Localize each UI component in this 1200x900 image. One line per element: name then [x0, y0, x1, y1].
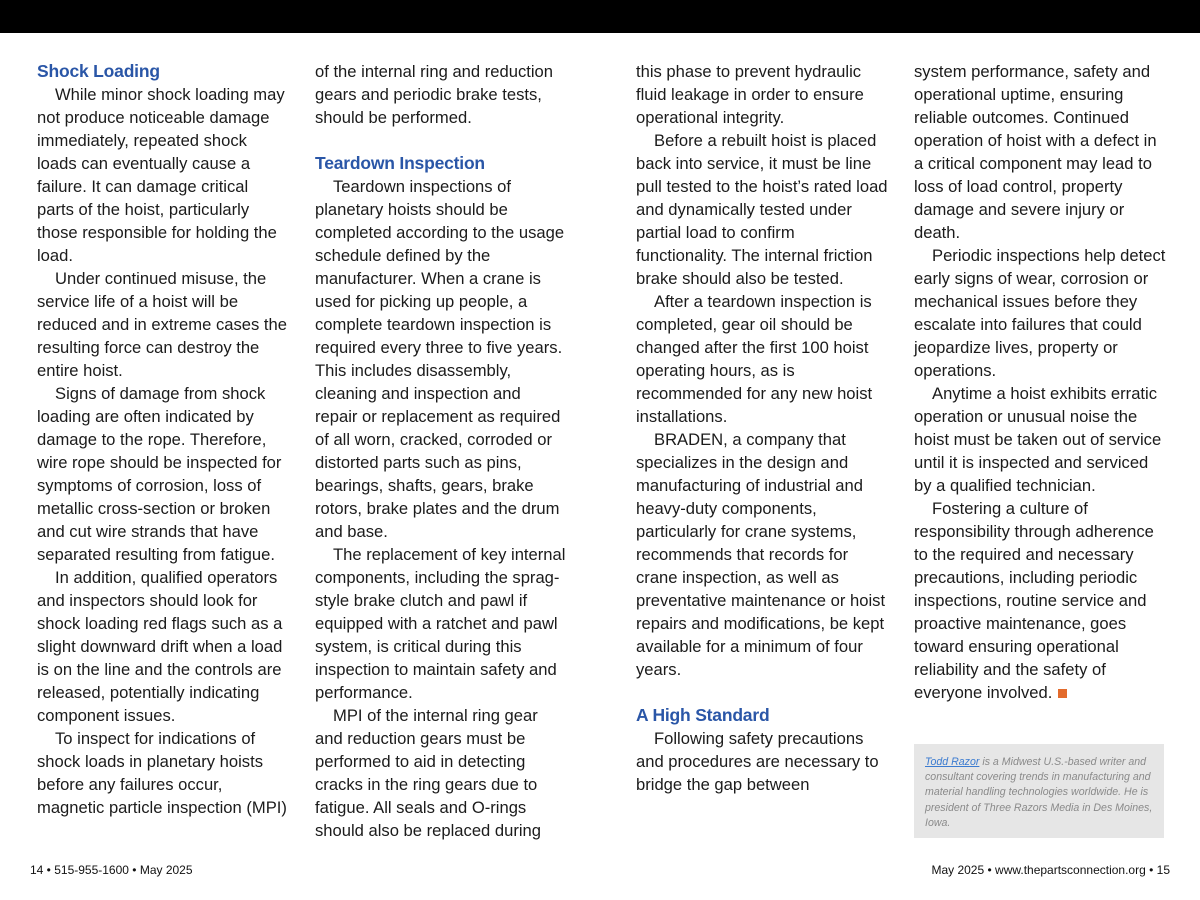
article-column-2 [315, 60, 567, 842]
paragraph: Teardown inspections of planetary hoists should be completed according to the usage schedule defined by the manufacturer. When a crane is used for picking up people, a complete teardown inspection is required every three to five years. This includes disassembly, cleaning and inspection and repair or replacement as required of all worn, cracked, corroded or distorted parts such as pins, bearings, shafts, gears, brake rotors, brake plates and the drum and base. [315, 177, 565, 541]
page-footer-right: May 2025 • www.thepartsconnection.org • 15 [931, 863, 1170, 877]
paragraph-continued: system performance, safety and operational uptime, ensuring reliable outcomes. Continued operation of hoist with a defect in a critical component may lead to loss of load control, property damage and severe injury or death. [914, 62, 1157, 242]
page-footer-left: 14 • 515-955-1600 • May 2025 [30, 863, 193, 877]
paragraph-continued: this phase to prevent hydraulic fluid leakage in order to ensure operational integrity. [636, 62, 864, 127]
paragraph: Before a rebuilt hoist is placed back into service, it must be line pull tested to the hoist’s rated load and dynamically tested under partial load to confirm functionality. The internal friction brake should also be tested. [636, 131, 888, 288]
article-column-1 [37, 60, 289, 819]
paragraph: Following safety precautions and procedures are necessary to bridge the gap between [636, 729, 879, 794]
paragraph: After a teardown inspection is completed, gear oil should be changed after the first 100 hoist operating hours, as is recommended for any new hoist installations. [636, 292, 873, 426]
article-column-3 [636, 60, 890, 796]
paragraph-final [914, 497, 1168, 704]
paragraph: MPI of the internal ring gear and reduction gears must be performed to aid in detecting cracks in the ring gears due to fatigue. All seals and O-rings should also be replaced during [315, 706, 542, 840]
end-of-article-mark [1058, 689, 1067, 698]
author-bio-box [914, 744, 1164, 838]
section-heading-teardown-inspection: Teardown Inspection [315, 153, 485, 173]
section-heading-a-high-standard: A High Standard [636, 705, 770, 725]
paragraph: While minor shock loading may not produce noticeable damage immediately, repeated shock loads can eventually cause a failure. It can damage critical parts of the hoist, particularly those responsible for holding the load. [37, 85, 285, 265]
paragraph: BRADEN, a company that specializes in the design and manufacturing of industrial and heavy-duty components, particularly for crane systems, recommends that records for crane inspection, as well as preventative maintenance or hoist repairs and modifications, be kept available for a minimum of four years. [636, 430, 886, 679]
paragraph-continued: of the internal ring and reduction gears and periodic brake tests, should be performed. [315, 62, 554, 127]
paragraph: The replacement of key internal components, including the sprag-style brake clutch and pawl if equipped with a ratchet and pawl system, is critical during this inspection to maintain safety and performance. [315, 545, 566, 702]
author-bio-text: is a Midwest U.S.-based writer and consultant covering trends in manufacturing and material handling technologies worldwide. He is president of Three Razors Media in Des Moines, Iowa. [925, 756, 1153, 829]
article-column-4 [914, 60, 1168, 704]
paragraph: Anytime a hoist exhibits erratic operation or unusual noise the hoist must be taken out of service until it is inspected and serviced by a qualified technician. [914, 384, 1162, 495]
paragraph: In addition, qualified operators and inspectors should look for shock loading red flags such as a slight downward drift when a load is on the line and the controls are released, potentially indicating component issues. [37, 568, 283, 725]
author-name-link[interactable]: Todd Razor [925, 756, 980, 768]
paragraph: To inspect for indications of shock loads in planetary hoists before any failures occur, magnetic particle inspection (MPI) [37, 729, 287, 817]
paragraph: Under continued misuse, the service life of a hoist will be reduced and in extreme cases the resulting force can destroy the entire hoist. [37, 269, 287, 380]
paragraph: Periodic inspections help detect early signs of wear, corrosion or mechanical issues before they escalate into failures that could jeopardize lives, property or operations. [914, 246, 1166, 380]
final-paragraph-text: Fostering a culture of responsibility through adherence to the required and necessary precautions, including periodic inspections, routine service and proactive maintenance, goes toward ensuring operational reliability and the safety of everyone involved. [914, 499, 1154, 702]
paragraph: Signs of damage from shock loading are often indicated by damage to the rope. Therefore, wire rope should be inspected for symptoms of corrosion, loss of metallic cross-section or broken and cut wire strands that have separated resulting from fatigue. [37, 384, 282, 564]
section-heading-shock-loading: Shock Loading [37, 61, 160, 81]
top-black-bar [0, 0, 1200, 33]
